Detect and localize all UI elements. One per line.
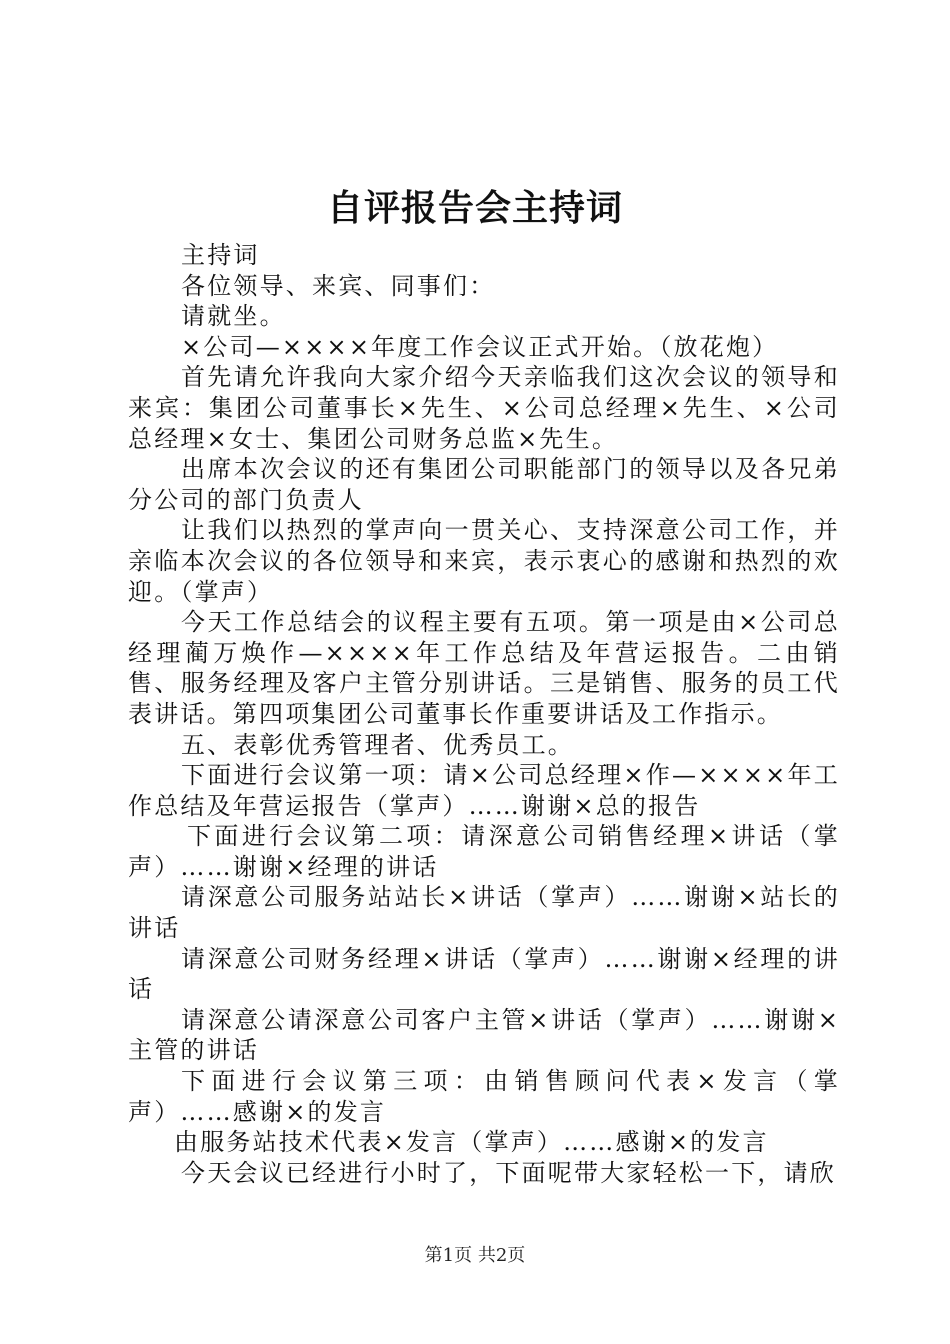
page-footer: 第1页 共2页 bbox=[424, 1245, 526, 1266]
paragraph: 让我们以热烈的掌声向一贯关心、支持深意公司工作，并亲临本次会议的各位领导和来宾，表示衷心的感谢和热烈的欢迎。（掌声） bbox=[128, 516, 840, 606]
paragraph: 下面进行会议第三项：由销售顾问代表×发言（掌声）……感谢×的发言 bbox=[128, 1067, 840, 1126]
document-body bbox=[128, 240, 840, 1188]
paragraph: 首先请允许我向大家介绍今天亲临我们这次会议的领导和来宾：集团公司董事长×先生、×公司总经理×先生、×公司总经理×女士、集团公司财务总监×先生。 bbox=[128, 363, 840, 453]
paragraph: 请深意公请深意公司客户主管×讲话（掌声）……谢谢×主管的讲话 bbox=[128, 1005, 840, 1065]
paragraph: 请深意公司财务经理×讲话（掌声）……谢谢×经理的讲话 bbox=[128, 944, 840, 1004]
paragraph: 今天工作总结会的议程主要有五项。第一项是由×公司总经理蔺万焕作—××××年工作总结及年营运报告。二由销售、服务经理及客户主管分别讲话。三是销售、服务的员工代表讲话。第四项集团公司董事长作重要讲话及工作指示。 bbox=[128, 608, 840, 728]
document-title: 自评报告会主持词 bbox=[326, 187, 623, 229]
paragraph: 下面进行会议第一项：请×公司总经理×作—××××年工作总结及年营运报告（掌声）……谢谢×总的报告 bbox=[128, 761, 840, 820]
paragraph: 出席本次会议的还有集团公司职能部门的领导以及各兄弟分公司的部门负责人 bbox=[128, 455, 840, 514]
paragraph: 下面进行会议第二项：请深意公司销售经理×讲话（掌声）……谢谢×经理的讲话 bbox=[128, 822, 840, 881]
paragraph: ×公司—××××年度工作会议正式开始。（放花炮） bbox=[181, 332, 779, 361]
paragraph: 主持词 bbox=[181, 241, 260, 269]
paragraph: 五、表彰优秀管理者、优秀员工。 bbox=[181, 730, 574, 759]
paragraph: 请就坐。 bbox=[181, 302, 286, 331]
paragraph: 今天会议已经进行小时了，下面呢带大家轻松一下，请欣 bbox=[181, 1158, 836, 1187]
paragraph: 请深意公司服务站站长×讲话（掌声）……谢谢×站长的讲话 bbox=[128, 883, 840, 943]
paragraph: 由服务站技术代表×发言（掌声）……感谢×的发言 bbox=[174, 1128, 769, 1157]
paragraph: 各位领导、来宾、同事们： bbox=[181, 271, 496, 300]
